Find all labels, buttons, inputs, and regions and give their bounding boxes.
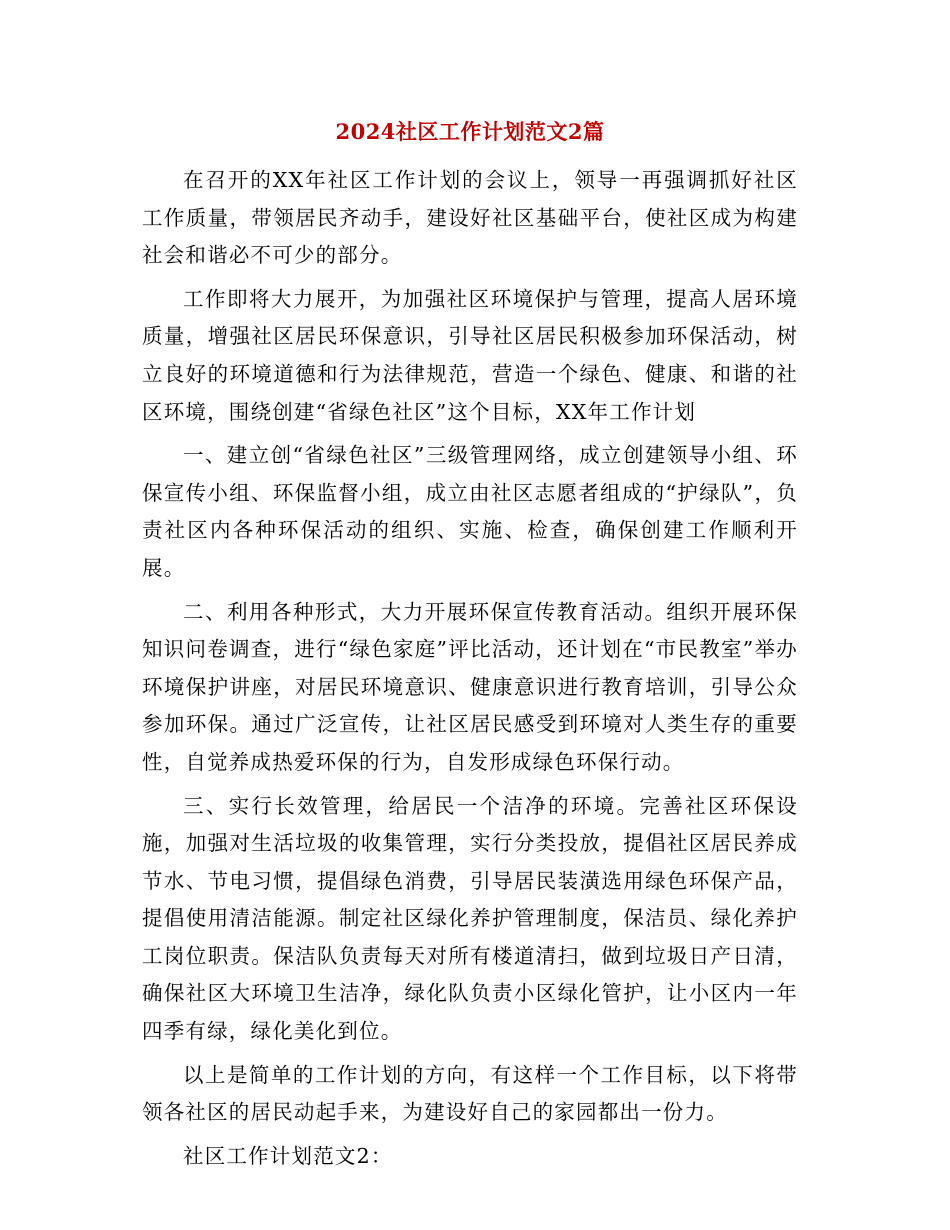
paragraph-item-2: 二、利用各种形式，大力开展环保宣传教育活动。组织开展环保知识问卷调查，进行“绿色家庭”评比活动，还计划在“市民教室”举办环境保护讲座，对居民环境意识、健康意识进行教育培训，引导公众参加环保。通过广泛宣传，让社区居民感受到环境对人类生存的重要性，自觉养成热爱环保的行为，自发形成绿色环保行动。 <box>142 599 798 774</box>
document-title: 2024社区工作计划范文2篇 <box>335 119 605 144</box>
section-heading-sample-2: 社区工作计划范文2： <box>183 1143 393 1168</box>
paragraph-item-3: 三、实行长效管理，给居民一个洁净的环境。完善社区环保设施，加强对生活垃圾的收集管理，实行分类投放，提倡社区居民养成节水、节电习惯，提倡绿色消费，引导居民装潢选用绿色环保产品，提倡使用清洁能源。制定社区绿化养护管理制度，保洁员、绿化养护工岗位职责。保洁队负责每天对所有楼道清扫，做到垃圾日产日清，确保社区大环境卫生洁净，绿化队负责小区绿化管护，让小区内一年四季有绿，绿化美化到位。 <box>142 793 798 1044</box>
paragraph-goal: 工作即将大力展开，为加强社区环境保护与管理，提高人居环境质量，增强社区居民环保意识，引导社区居民积极参加环保活动，树立良好的环境道德和行为法律规范，营造一个绿色、健康、和谐的社区环境，围绕创建“省绿色社区”这个目标，XX年工作计划 <box>142 286 798 424</box>
paragraph-item-1: 一、建立创“省绿色社区”三级管理网络，成立创建领导小组、环保宣传小组、环保监督小组，成立由社区志愿者组成的“护绿队”，负责社区内各种环保活动的组织、实施、检查，确保创建工作顺利开展。 <box>142 443 798 580</box>
paragraph-summary: 以上是简单的工作计划的方向，有这样一个工作目标，以下将带领各社区的居民动起手来，为建设好自己的家园都出一份力。 <box>142 1062 798 1125</box>
paragraph-intro: 在召开的XX年社区工作计划的会议上，领导一再强调抓好社区工作质量，带领居民齐动手，建设好社区基础平台，使社区成为构建社会和谐必不可少的部分。 <box>142 168 798 268</box>
